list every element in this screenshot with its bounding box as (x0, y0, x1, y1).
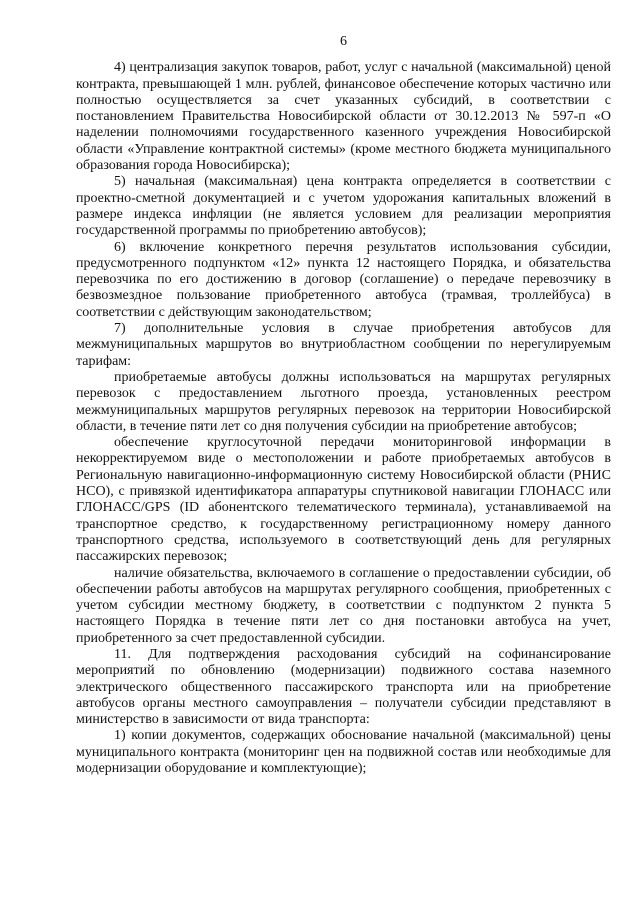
paragraph-section-11: 11. Для подтверждения расходования субсидий на софинансирование мероприятий по обновлению (модернизации) подвижного состава наземного электрического общественного пассажирского транспорта или на приобретение автобусов органы местного самоуправления – получатели субсидии представляют в министерство в зависимости от вида транспорта: (76, 646, 611, 728)
paragraph-item-5: 5) начальная (максимальная) цена контракта определяется в соответствии с проектно-сметной документацией и с учетом удорожания капитальных вложений в размере индекса инфляции (не является условием для реализации мероприятия государственной программы по приобретению автобусов); (76, 174, 611, 239)
paragraph-obligation: наличие обязательства, включаемого в соглашение о предоставлении субсидии, об обеспечении работы автобусов на маршрутах регулярного сообщения, приобретенных с учетом субсидии местному бюджету, в соответствии с подпунктом 2 пункта 5 настоящего Порядка в течение пяти лет со дня постановки автобуса на учет, приобретенного за счет предоставленной субсидии. (76, 565, 611, 646)
paragraph-item-6: 6) включение конкретного перечня результатов использования субсидии, предусмотренного подпунктом «12» пункта 12 настоящего Порядка, и обязательства перевозчика по его достижению в договор (соглашение) о передаче перевозчику в безвозмездное пользование приобретенного автобуса (трамвая, троллейбуса) в соответствии с действующим законодательством; (76, 239, 611, 320)
paragraph-item-7: 7) дополнительные условия в случае приобретения автобусов для межмуниципальных маршрутов во внутриобластном сообщении по нерегулируемым тарифам: (76, 321, 611, 369)
page-number: 6 (340, 34, 347, 49)
paragraph-monitoring: обеспечение круглосуточной передачи мониторинговой информации в некорректируемом виде о местоположении и работе приобретаемых автобусов в Региональную навигационно-информационную систему Новосибирской области (РНИС НСО), с привязкой идентификатора аппаратуры спутниковой навигации ГЛОНАСС или ГЛОНАСС/GPS (ID абонентского телематического терминала), устанавливаемой на транспортное средство, к государственному регистрационному номеру данного транспортного средства, используемого в соответствующий день для регулярных пассажирских перевозок; (76, 435, 611, 565)
paragraph-item-4: 4) централизация закупок товаров, работ, услуг с начальной (максимальной) ценой контракта, превышающей 1 млн. рублей, финансовое обеспечение которых частично или полностью осуществляется за счет указанных субсидий, в соответствии с постановлением Правительства Новосибирской области от 30.12.2013 № 597-п «О наделении полномочиями государственного казенного учреждения Новосибирской области «Управление контрактной системы» (кроме местного бюджета муниципального образования города Новосибирска); (76, 60, 611, 174)
paragraph-bus-usage: приобретаемые автобусы должны использоваться на маршрутах регулярных перевозок с предоставлением льготного проезда, установленных реестром межмуниципальных маршрутов регулярных перевозок на территории Новосибирской области, в течение пяти лет со дня получения субсидии на приобретение автобусов; (76, 369, 611, 434)
paragraph-section-11-item-1: 1) копии документов, содержащих обоснование начальной (максимальной) цены муниципального контракта (мониторинг цен на подвижной состав или необходимые для модернизации оборудование и комплектующие); (76, 728, 611, 777)
